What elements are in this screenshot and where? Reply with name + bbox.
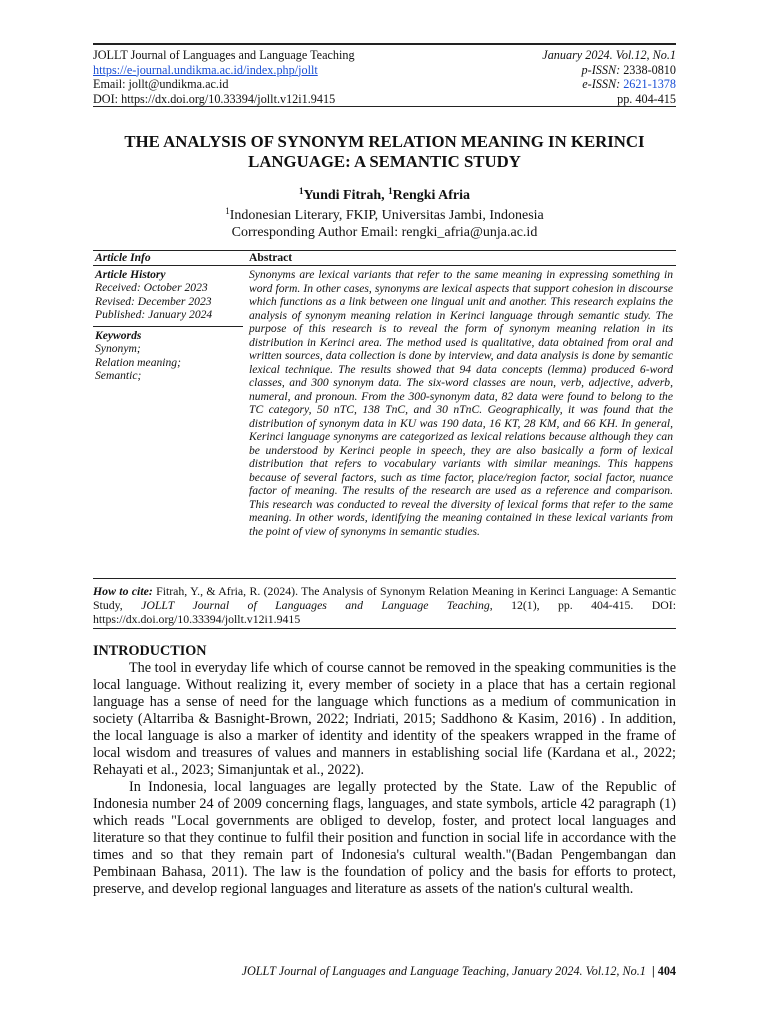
running-footer: JOLLT Journal of Languages and Language Teaching, January 2024. Vol.12, No.1 | 404: [241, 964, 676, 978]
keyword-item: Relation meaning;: [95, 355, 181, 369]
corresponding-email: Corresponding Author Email: rengki_afria@unja.ac.id: [231, 224, 538, 240]
abstract-heading: Abstract: [249, 251, 293, 264]
history-divider: [93, 326, 243, 327]
journal-doi: DOI: https://dx.doi.org/10.33394/jollt.v12i1.9415: [93, 91, 336, 106]
author-list: $^1$Yundi Fitrah, $^1$Rengki Afria: [298, 186, 471, 203]
header-bottom-rule: [93, 106, 676, 107]
abstract-text: Synonyms are lexical variants that refer to the same meaning in expressing something in word form. In other cases, synonyms are lexical aspects that support cohesion in discourse which functions as a link between one lingual unit and another. This research explains the analysis of synonym meaning relation in Kerinci language through semantic study. The purpose of this research is to reveal the form of synonym meaning relation in its distribution in Kerinci area. The method used is qualitative, data obtained from oral and written sources, data collection is done by interview, and data analysis is done by semantic lexical technique. The results showed that 94 data concepts (lemma) produced 6-word classes, and 300 synonym data. The six-word classes are noun, verb, adjective, adverb, numeral, and pronoun. From the 300-synonym data, 82 data were found to belong to the TC category, 50 nTC, 138 TnC, and 30 nTnC. Geographically, it was found that the distribution of synonym data in KU was 190 data, 16 KT, 28 KM, and 66 KH. In general, Kerinci language synonyms are categorized as lexical relations because although they can be understood by Kerinci people in speech, they are also basically a form of lexical distribution that refers to vocabulary variants with similar meanings. This happens because of several factors, such as time factor, place/region factor, social factor, nuance factor of meaning. The results of the research are used as a reference and comparison. This research was conducted to reveal the diversity of lexical forms that refer to the same meaning. In other words, identifying the meaning contained in these lexical variants from the point of view of synonyms in semantic studies.: [249, 268, 673, 538]
issue-info: January 2024. Vol.12, No.1: [542, 48, 676, 62]
keyword-item: Synonym;: [95, 342, 141, 356]
header-top-rule: [93, 43, 676, 45]
citation-rule: [93, 628, 676, 629]
journal-url-link[interactable]: https://e-journal.undikma.ac.id/index.php/jollt: [93, 62, 318, 77]
info-bottom-rule: [93, 578, 676, 579]
info-heading-rule: [93, 265, 676, 266]
journal-email: Email: jollt@undikma.ac.id: [93, 77, 229, 91]
how-to-cite: How to cite: Fitrah, Y., & Afria, R. (2024). The Analysis of Synonym Relation Meaning in Kerinci Language: A Semantic Study, JOLLT Journal of Languages and Language Teaching, 12(1), pp. 404-415. DOI: https://dx.doi.org/10.33394/jollt.v12i1.9415: [93, 584, 677, 626]
body-text: [93, 660, 676, 898]
eissn: e-ISSN: 2621-1378: [582, 77, 676, 91]
published-date: Published: January 2024: [95, 307, 213, 321]
article-info-heading: Article Info: [95, 251, 151, 264]
keyword-item: Semantic;: [95, 368, 142, 382]
affiliation: $^1$Indonesian Literary, FKIP, Universitas Jambi, Indonesia Corresponding Author Email: rengki_afria@unja.ac.id: [93, 203, 676, 241]
paper-title: THE ANALYSIS OF SYNONYM RELATION MEANING IN KERINCI LANGUAGE: A SEMANTIC STUDY: [124, 132, 645, 171]
paragraph: In Indonesia, local languages are legally protected by the State. Law of the Republic of Indonesia number 24 of 2009 concerning flags, languages, and state symbols, article 42 paragraph (1) which reads "Local governments are obliged to develop, foster, and protect local languages and literature so that they continue to fulfil their position and function in social life in accordance with the times and so that they remain part of Indonesia's cultural wealth."(Badan Pengembangan dan Pembinaan Bahasa, 2011). The law is the foundation of policy and the basis for efforts to protect, preserve, and develop regional languages and literature as assets of the nation's cultural wealth.: [93, 779, 676, 897]
article-history: Article History Received: October 2023 Revised: December 2023 Published: January 2024: [95, 268, 245, 321]
page-number: 404: [657, 964, 676, 978]
page-range: pp. 404-415: [617, 91, 676, 106]
journal-name: JOLLT Journal of Languages and Language Teaching: [93, 48, 355, 62]
paragraph: The tool in everyday life which of course cannot be removed in the speaking communities is the local language. Without realizing it, every member of society in a place that has a certain regional language has a sense of need for the language which functions as a medium of communication in society (Altarriba & Basnight-Brown, 2022; Indriati, 2015; Saddhono & Kasim, 2016) . In addition, the local language is also a marker of identity and identity of the speakers wrapped in the frame of local wisdom and treasures of values and manners in establishing social life (Kardana et al., 2022; Rehayati et al., 2023; Simanjuntak et al., 2022).: [93, 660, 676, 778]
received-date: Received: October 2023: [95, 281, 208, 295]
revised-date: Revised: December 2023: [95, 294, 212, 308]
keywords: Keywords Synonym; Relation meaning; Semantic;: [95, 329, 245, 382]
section-heading: INTRODUCTION: [93, 643, 207, 659]
pissn: p-ISSN: 2338-0810: [581, 62, 676, 77]
